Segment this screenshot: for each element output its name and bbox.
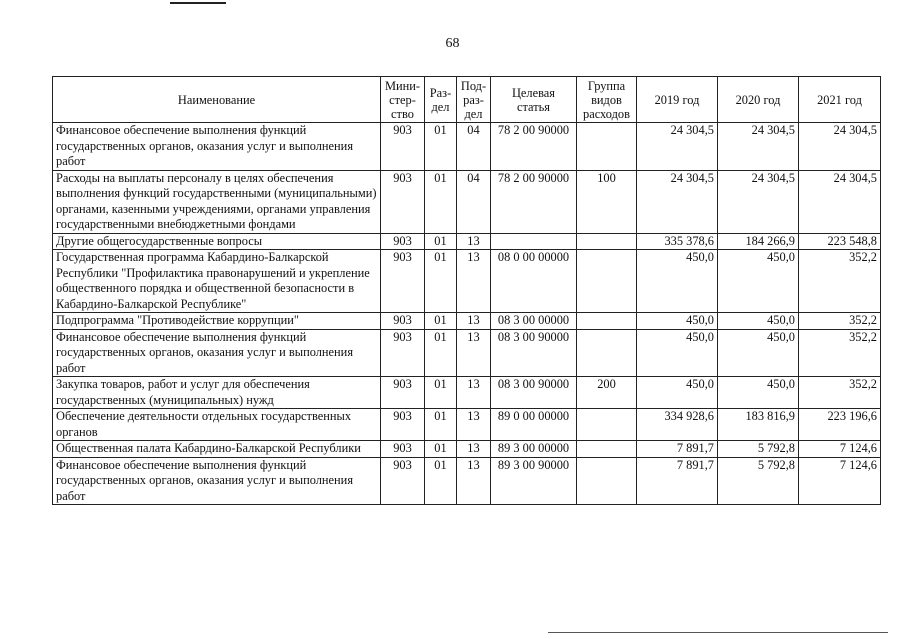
bottom-rule xyxy=(548,632,888,633)
top-edge-mark xyxy=(170,0,226,4)
cell-section: 01 xyxy=(425,377,457,409)
cell-ministry: 903 xyxy=(381,377,425,409)
header-2020: 2020 год xyxy=(718,77,799,123)
cell-subsection: 13 xyxy=(457,441,491,458)
cell-target: 89 3 00 00000 xyxy=(491,441,577,458)
cell-y2019: 450,0 xyxy=(637,313,718,330)
cell-subsection: 04 xyxy=(457,170,491,233)
cell-subsection: 13 xyxy=(457,250,491,313)
cell-y2019: 450,0 xyxy=(637,329,718,377)
header-group: Группа видов расходов xyxy=(577,77,637,123)
cell-y2020: 450,0 xyxy=(718,250,799,313)
cell-target: 89 0 00 00000 xyxy=(491,409,577,441)
cell-section: 01 xyxy=(425,250,457,313)
cell-name: Обеспечение деятельности отдельных государственных органов xyxy=(53,409,381,441)
cell-y2019: 24 304,5 xyxy=(637,123,718,171)
cell-ministry: 903 xyxy=(381,123,425,171)
cell-name: Расходы на выплаты персоналу в целях обеспечения выполнения функций государственными (муниципальными) органами, казенными учреждениями, органами управления государственными внебюджетными фондами xyxy=(53,170,381,233)
cell-y2019: 450,0 xyxy=(637,377,718,409)
cell-y2021: 7 124,6 xyxy=(799,441,881,458)
cell-y2021: 223 548,8 xyxy=(799,233,881,250)
header-target: Целевая статья xyxy=(491,77,577,123)
cell-y2020: 24 304,5 xyxy=(718,123,799,171)
cell-y2020: 5 792,8 xyxy=(718,457,799,505)
cell-target: 08 0 00 00000 xyxy=(491,250,577,313)
cell-name: Финансовое обеспечение выполнения функций государственных органов, оказания услуг и выполнения работ xyxy=(53,457,381,505)
cell-subsection: 13 xyxy=(457,409,491,441)
cell-subsection: 13 xyxy=(457,233,491,250)
cell-y2019: 7 891,7 xyxy=(637,457,718,505)
cell-group xyxy=(577,457,637,505)
cell-name: Государственная программа Кабардино-Балкарской Республики "Профилактика правонарушений и укрепление общественного порядка и общественной безопасности в Кабардино-Балкарской Республике" xyxy=(53,250,381,313)
table-row xyxy=(53,313,881,330)
cell-ministry: 903 xyxy=(381,233,425,250)
cell-y2020: 450,0 xyxy=(718,329,799,377)
cell-name: Другие общегосударственные вопросы xyxy=(53,233,381,250)
cell-ministry: 903 xyxy=(381,313,425,330)
table-row xyxy=(53,377,881,409)
cell-group xyxy=(577,123,637,171)
cell-group xyxy=(577,409,637,441)
cell-y2021: 24 304,5 xyxy=(799,123,881,171)
cell-name: Подпрограмма "Противодействие коррупции" xyxy=(53,313,381,330)
table-row xyxy=(53,170,881,233)
table-row xyxy=(53,457,881,505)
table-row xyxy=(53,123,881,171)
table-row xyxy=(53,329,881,377)
table-header-row xyxy=(53,77,881,123)
cell-y2019: 335 378,6 xyxy=(637,233,718,250)
cell-section: 01 xyxy=(425,313,457,330)
cell-target: 78 2 00 90000 xyxy=(491,123,577,171)
header-section: Раз- дел xyxy=(425,77,457,123)
cell-y2020: 450,0 xyxy=(718,313,799,330)
cell-y2020: 450,0 xyxy=(718,377,799,409)
cell-section: 01 xyxy=(425,409,457,441)
cell-group xyxy=(577,233,637,250)
cell-group xyxy=(577,441,637,458)
cell-target: 08 3 00 00000 xyxy=(491,313,577,330)
cell-target xyxy=(491,233,577,250)
table-row xyxy=(53,233,881,250)
table-row xyxy=(53,441,881,458)
header-subsection: Под- раз- дел xyxy=(457,77,491,123)
cell-section: 01 xyxy=(425,170,457,233)
table-body xyxy=(53,123,881,505)
cell-section: 01 xyxy=(425,441,457,458)
cell-section: 01 xyxy=(425,123,457,171)
cell-target: 78 2 00 90000 xyxy=(491,170,577,233)
cell-ministry: 903 xyxy=(381,170,425,233)
cell-y2020: 24 304,5 xyxy=(718,170,799,233)
cell-ministry: 903 xyxy=(381,250,425,313)
cell-ministry: 903 xyxy=(381,457,425,505)
cell-y2021: 7 124,6 xyxy=(799,457,881,505)
cell-section: 01 xyxy=(425,457,457,505)
cell-y2021: 352,2 xyxy=(799,313,881,330)
table-row xyxy=(53,250,881,313)
cell-target: 08 3 00 90000 xyxy=(491,329,577,377)
cell-group xyxy=(577,313,637,330)
cell-subsection: 04 xyxy=(457,123,491,171)
cell-y2019: 334 928,6 xyxy=(637,409,718,441)
cell-target: 08 3 00 90000 xyxy=(491,377,577,409)
cell-y2019: 24 304,5 xyxy=(637,170,718,233)
cell-section: 01 xyxy=(425,233,457,250)
cell-name: Финансовое обеспечение выполнения функций государственных органов, оказания услуг и выполнения работ xyxy=(53,329,381,377)
table-row xyxy=(53,409,881,441)
cell-group xyxy=(577,329,637,377)
cell-y2020: 183 816,9 xyxy=(718,409,799,441)
cell-group: 100 xyxy=(577,170,637,233)
cell-y2019: 450,0 xyxy=(637,250,718,313)
cell-y2020: 5 792,8 xyxy=(718,441,799,458)
header-name: Наименование xyxy=(53,77,381,123)
budget-table xyxy=(52,76,881,505)
cell-section: 01 xyxy=(425,329,457,377)
header-2019: 2019 год xyxy=(637,77,718,123)
page-number: 68 xyxy=(445,36,460,51)
cell-ministry: 903 xyxy=(381,441,425,458)
cell-group: 200 xyxy=(577,377,637,409)
cell-y2021: 352,2 xyxy=(799,250,881,313)
cell-subsection: 13 xyxy=(457,329,491,377)
cell-subsection: 13 xyxy=(457,457,491,505)
cell-ministry: 903 xyxy=(381,329,425,377)
cell-name: Закупка товаров, работ и услуг для обеспечения государственных (муниципальных) нужд xyxy=(53,377,381,409)
cell-y2021: 223 196,6 xyxy=(799,409,881,441)
cell-subsection: 13 xyxy=(457,313,491,330)
cell-y2021: 352,2 xyxy=(799,329,881,377)
header-ministry: Мини- стер- ство xyxy=(381,77,425,123)
cell-ministry: 903 xyxy=(381,409,425,441)
cell-group xyxy=(577,250,637,313)
cell-y2020: 184 266,9 xyxy=(718,233,799,250)
cell-subsection: 13 xyxy=(457,377,491,409)
cell-y2019: 7 891,7 xyxy=(637,441,718,458)
cell-y2021: 352,2 xyxy=(799,377,881,409)
header-2021: 2021 год xyxy=(799,77,881,123)
cell-y2021: 24 304,5 xyxy=(799,170,881,233)
cell-name: Финансовое обеспечение выполнения функций государственных органов, оказания услуг и выполнения работ xyxy=(53,123,381,171)
cell-name: Общественная палата Кабардино-Балкарской Республики xyxy=(53,441,381,458)
cell-target: 89 3 00 90000 xyxy=(491,457,577,505)
